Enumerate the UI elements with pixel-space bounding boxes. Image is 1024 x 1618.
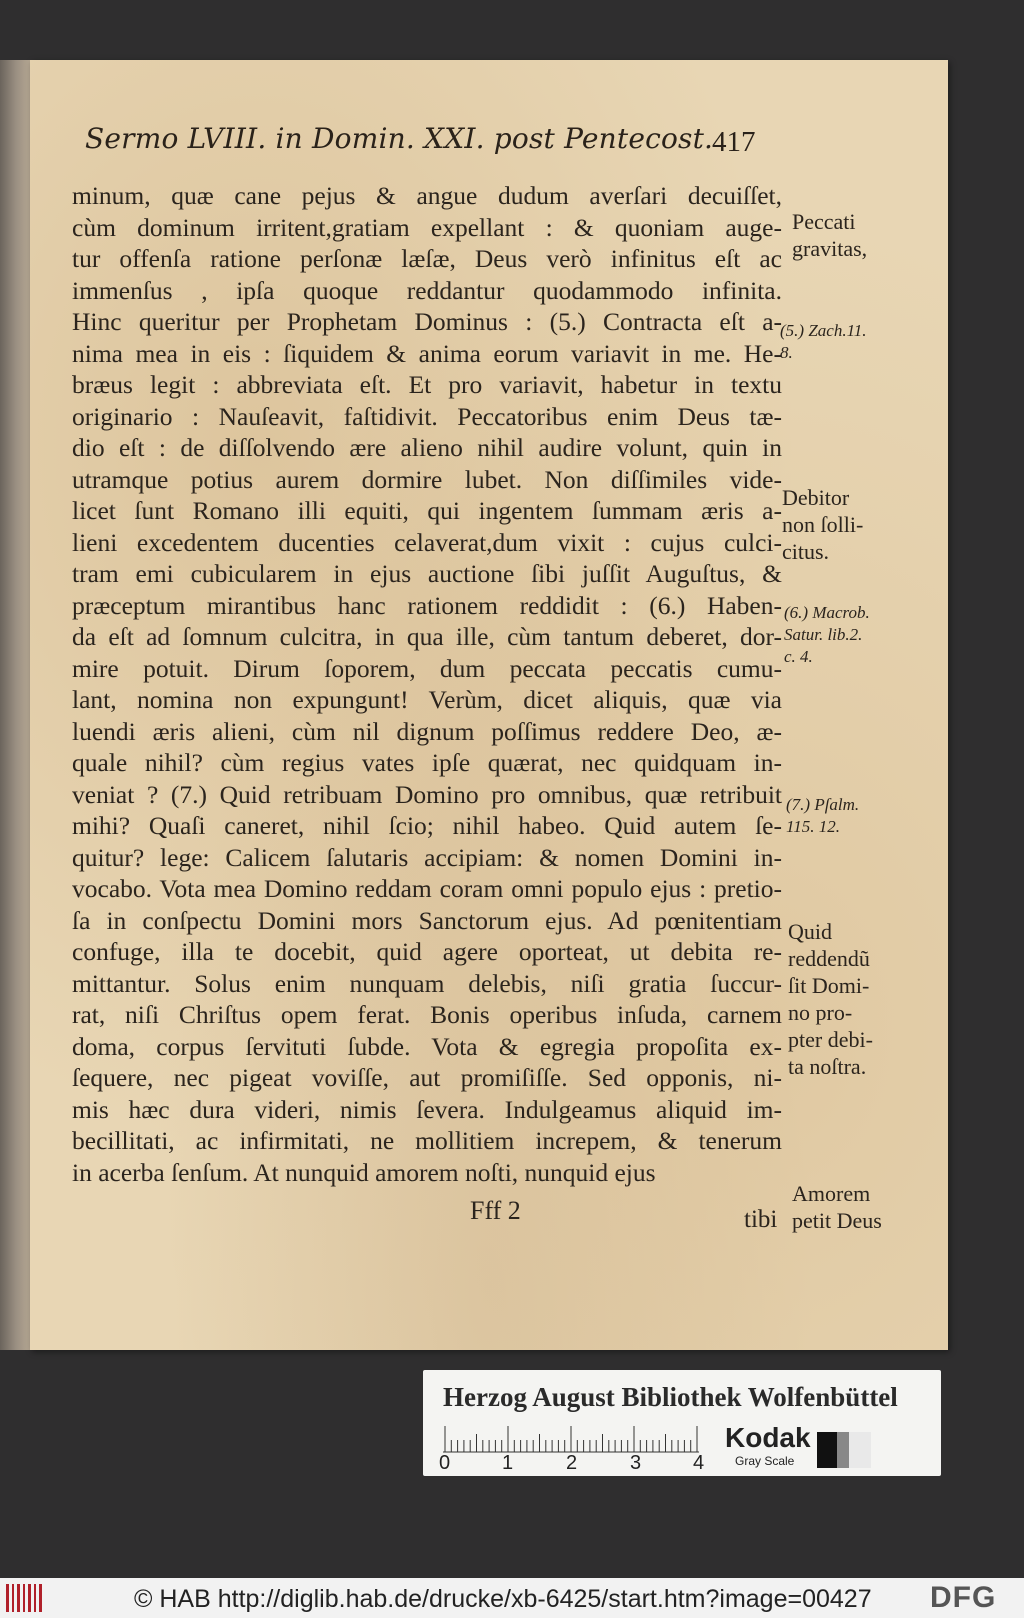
text-line: immenſus , ipſa quoque reddantur quodammodo infinita. xyxy=(72,275,782,305)
text-line: præceptum mirantibus hanc rationem reddidit : (6.) Haben- xyxy=(72,590,782,620)
text-line: minum, quæ cane pejus & angue dudum averſari decuiſſet, xyxy=(72,181,782,210)
text-line: quitur? lege: Calicem ſalutaris accipiam: & nomen Domini in- xyxy=(72,842,782,872)
dfg-logo: DFG xyxy=(930,1581,997,1614)
text-line: in acerba ſenſum. At nunquid amorem noſti, nunquid ejus xyxy=(72,1157,656,1187)
margin-note-peccati xyxy=(792,208,867,262)
margin-line: pter debi- xyxy=(788,1027,873,1052)
text-line: utramque potius aurem dormire lubet. Non diſſimiles vide- xyxy=(72,464,782,494)
margin-line: no pro- xyxy=(788,1000,853,1025)
margin-note-debitor xyxy=(782,484,863,565)
body-text xyxy=(72,180,782,1188)
library-name: Herzog August Bibliothek Wolfenbüttel xyxy=(443,1382,898,1412)
margin-line: reddendũ xyxy=(788,946,870,971)
library-barcode-icon xyxy=(4,1582,50,1614)
text-line: mis hæc dura videri, nimis ſevera. Indulgeamus aliquid im- xyxy=(72,1094,782,1124)
text-line: mire potuit. Dirum ſoporem, dum peccata peccatis cumu- xyxy=(72,653,782,683)
margin-line: (5.) Zach.11. xyxy=(780,321,867,340)
page-number: 417 xyxy=(712,126,756,158)
text-line: vocabo. Vota mea Domino reddam coram omni populo ejus : pretio- xyxy=(72,874,782,903)
margin-ref-zach xyxy=(780,320,867,364)
running-head: Sermo LVIII. in Domin. XXI. post Pentecost. xyxy=(85,122,714,155)
text-line: veniat ? (7.) Quid retribuam Domino pro omnibus, quæ retribuit xyxy=(72,779,782,809)
text-line: dio eſt : de diſſolvendo ære alieno nihil audire volunt, quin in xyxy=(72,433,782,462)
ruler-number: 2 xyxy=(566,1452,578,1474)
margin-line: ſit Domi- xyxy=(788,973,870,998)
margin-line: 115. 12. xyxy=(786,817,840,836)
margin-line: non ſolli- xyxy=(782,512,864,537)
margin-line: ta noſtra. xyxy=(788,1054,867,1079)
margin-line: petit Deus xyxy=(792,1208,882,1233)
margin-note-amorem xyxy=(792,1180,882,1234)
text-line: mihi? Quaſi caneret, nihil ſcio; nihil habeo. Quid autem ſe- xyxy=(72,811,782,840)
margin-line: c. 4. xyxy=(784,647,813,666)
kodak-logo: Kodak xyxy=(725,1422,811,1453)
text-line: luendi æris alieni, cùm nil dignum poſſimus reddere Deo, æ- xyxy=(72,716,782,746)
margin-note-quid xyxy=(788,918,873,1080)
ruler-number: 1 xyxy=(502,1452,514,1474)
margin-line: (6.) Macrob. xyxy=(784,603,870,622)
text-line: quale nihil? cùm regius vates ipſe quærat, nec quidquam in- xyxy=(72,748,782,777)
margin-line: Debitor xyxy=(782,485,850,510)
text-line: da eſt ad ſomnum culcitra, in qua ille, cùm tantum deberet, dor- xyxy=(72,622,782,651)
text-line: bræus legit : abbreviata eſt. Et pro variavit, habetur in textu xyxy=(72,370,782,399)
margin-ref-macrob xyxy=(784,602,870,668)
text-line: rat, niſi Chriſtus opem ferat. Bonis operibus inſuda, carnem xyxy=(72,1000,782,1029)
text-line: licet ſunt Romano illi equiti, qui ingentem ſummam æris a- xyxy=(72,496,782,525)
margin-line: citus. xyxy=(782,539,830,564)
text-line: Hinc queritur per Prophetam Dominus : (5.) Contracta eſt a- xyxy=(72,307,782,336)
gray-patch-icon xyxy=(817,1432,871,1468)
gray-scale-caption: Gray Scale xyxy=(735,1454,795,1468)
margin-line: gravitas, xyxy=(792,236,868,261)
text-line: lieni excedentem ducenties celaverat,dum vixit : cujus culci- xyxy=(72,527,782,557)
library-label-card xyxy=(423,1370,941,1476)
text-line: ſequere, nec pigeat voviſſe, aut promiſiſſe. Sed opponis, ni- xyxy=(72,1063,782,1092)
text-line: lant, nomina non expungunt! Verùm, dicet aliquis, quæ via xyxy=(72,685,782,714)
margin-line: 8. xyxy=(780,343,793,362)
signature-mark: Fff 2 xyxy=(470,1196,521,1225)
text-line: becillitati, ac infirmitati, ne mollitiem increpem, & tenerum xyxy=(72,1126,782,1155)
catchword: tibi xyxy=(744,1206,778,1233)
text-line: originario : Nauſeavit, faſtidivit. Peccatoribus enim Deus tæ- xyxy=(72,401,782,431)
text-line: mittantur. Solus enim nunquam delebis, niſi gratia ſuccur- xyxy=(72,968,782,998)
text-line: doma, corpus ſervituti ſubde. Vota & egregia propoſita ex- xyxy=(72,1031,782,1061)
text-line: cùm dominum irritent,gratiam expellant : & quoniam auge- xyxy=(72,212,782,242)
text-line: nima mea in eis : ſiquidem & anima eorum variavit in me. He- xyxy=(72,338,782,368)
margin-line: Amorem xyxy=(792,1181,871,1206)
text-line: tur offenſa ratione perſonæ læſæ, Deus verò infinitus eſt ac xyxy=(72,244,782,273)
footer-bar xyxy=(0,1578,1024,1618)
margin-line: (7.) Pſalm. xyxy=(786,795,860,814)
text-line: confuge, illa te docebit, quid agere oporteat, ut debita re- xyxy=(72,937,782,966)
ruler-scale xyxy=(443,1424,703,1454)
ruler-numbers xyxy=(439,1452,709,1474)
margin-line: Quid xyxy=(788,919,832,944)
source-link[interactable]: © HAB http://diglib.hab.de/drucke/xb-6425/start.htm?image=00427 xyxy=(134,1585,872,1613)
margin-line: Peccati xyxy=(792,209,856,234)
text-line: ſa in conſpectu Domini mors Sanctorum ejus. Ad pœnitentiam xyxy=(72,905,782,935)
text-line: tram emi cubicularem in ejus auctione ſibi juſſit Auguſtus, & xyxy=(72,559,782,588)
margin-ref-psalm xyxy=(786,794,859,838)
ruler-number: 0 xyxy=(439,1452,451,1474)
ruler-number: 4 xyxy=(693,1452,705,1474)
ruler-number: 3 xyxy=(630,1452,642,1474)
margin-line: Satur. lib.2. xyxy=(784,625,863,644)
